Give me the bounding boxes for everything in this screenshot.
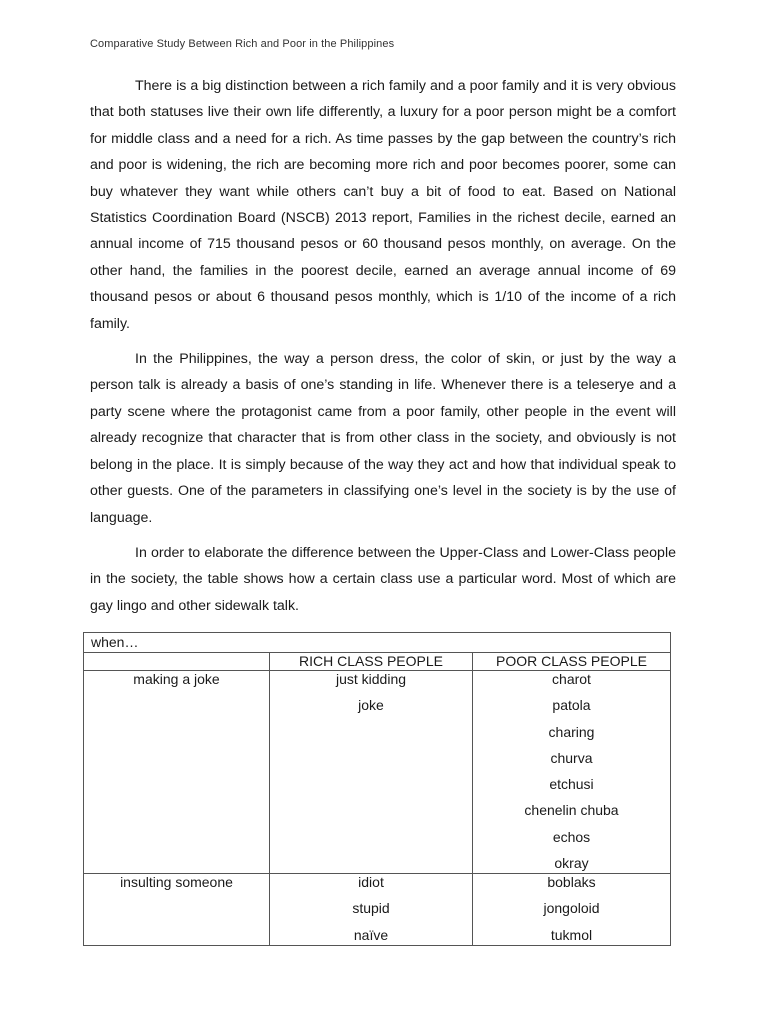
- situation-cell: [84, 671, 270, 874]
- poor-words-cell: [473, 671, 671, 874]
- poor-word: chenelin chuba: [524, 802, 619, 819]
- rich-words-cell: [270, 671, 473, 874]
- rich-word: stupid: [352, 900, 390, 917]
- poor-word: tukmol: [550, 926, 593, 943]
- poor-word: patola: [552, 697, 591, 714]
- poor-word: boblaks: [547, 874, 596, 891]
- poor-word: jongoloid: [543, 900, 600, 917]
- poor-word: etchusi: [549, 776, 594, 793]
- poor-words-cell: [473, 874, 671, 946]
- rich-word: naïve: [353, 926, 389, 943]
- paragraph: There is a big distinction between a rich family and a poor family and it is very obvious that both statuses live their own life differently, a luxury for a poor person might be a comfort for middle class and a need for a rich. As time passes by the gap between the country’s rich and poor is widening, the rich are becoming more rich and poor becomes poorer, some can buy whatever they want while others can’t buy a bit of food to eat. Based on National Statistics Coordination Board (NSCB) 2013 report, Families in the richest decile, earned an annual income of 715 thousand pesos or 60 thousand pesos monthly, on average. On the other hand, the families in the poorest decile, earned an average annual income of 69 thousand pesos or about 6 thousand pesos monthly, which is 1/10 of the income of a rich family.: [90, 78, 676, 332]
- situation-cell: [84, 874, 270, 946]
- body-text: [90, 73, 676, 628]
- page-header: Comparative Study Between Rich and Poor in the Philippines: [90, 38, 395, 50]
- table-header-row: [84, 653, 671, 671]
- situation-label: insulting someone: [120, 874, 233, 891]
- header-poor: POOR CLASS PEOPLE: [473, 653, 671, 671]
- rich-word: idiot: [358, 874, 384, 891]
- table-title-row: [84, 633, 671, 653]
- poor-word: okray: [554, 855, 589, 872]
- rich-words-cell: [270, 874, 473, 946]
- header-empty-cell: [84, 653, 270, 671]
- table-row: [84, 671, 671, 874]
- when-label: when…: [84, 633, 671, 653]
- header-rich: RICH CLASS PEOPLE: [270, 653, 473, 671]
- table-row: [84, 874, 671, 946]
- poor-word: charing: [548, 723, 595, 740]
- rich-word: joke: [358, 697, 384, 714]
- paragraph: In order to elaborate the difference between the Upper-Class and Lower-Class people in the society, the table shows how a certain class use a particular word. Most of which are gay lingo and other sidewalk talk.: [90, 544, 676, 614]
- situation-label: making a joke: [133, 671, 220, 687]
- poor-word: echos: [552, 828, 591, 845]
- paragraph: In the Philippines, the way a person dress, the color of skin, or just by the way a person talk is already a basis of one’s standing in life. Whenever there is a teleserye and a party scene where the protagonist came from a poor family, other people in the event will already recognize that character that is from other class in the society, and obviously is not belong in the place. It is simply because of the way they act and how that individual speak to other guests. One of the parameters in classifying one’s level in the society is by the use of language.: [90, 351, 676, 526]
- rich-word: just kidding: [335, 671, 407, 687]
- poor-word: charot: [552, 671, 591, 687]
- poor-word: churva: [550, 749, 593, 766]
- word-comparison-table: [83, 632, 671, 946]
